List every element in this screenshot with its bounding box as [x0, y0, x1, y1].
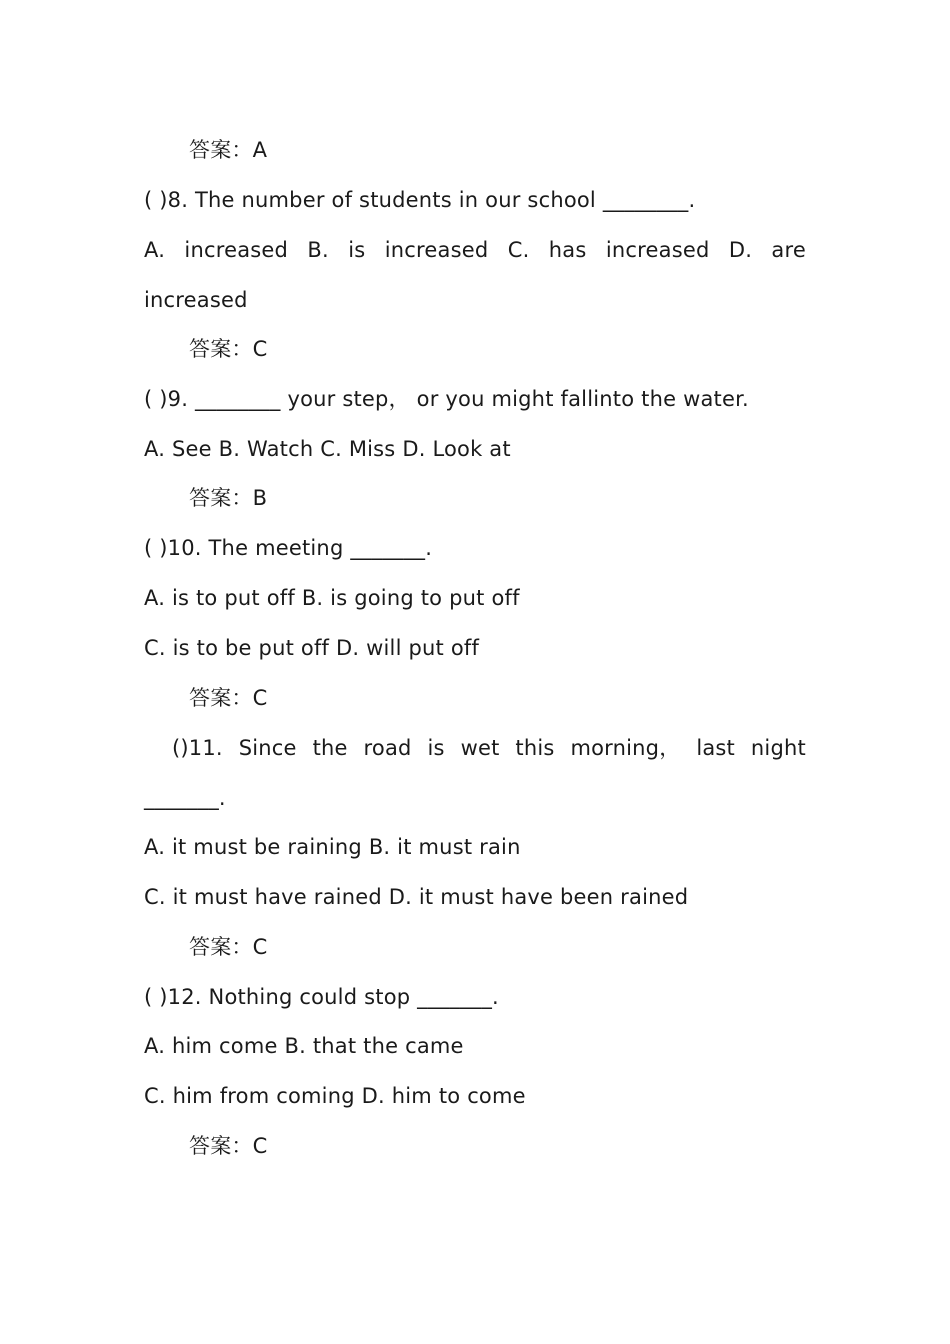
question-11: [172, 733, 806, 763]
question-9: ( )9. ________ your step， or you might fallinto the water.: [144, 387, 749, 411]
question-word: Since: [238, 736, 297, 760]
question-10-options-ab: A. is to put off B. is going to put off: [144, 586, 520, 610]
question-word: is: [427, 736, 445, 760]
option-word: are: [771, 238, 806, 262]
question-word: night: [750, 736, 806, 760]
question-10-options-cd: C. is to be put off D. will put off: [144, 636, 480, 660]
option-word: A.: [144, 238, 166, 262]
option-word: has: [548, 238, 587, 262]
question-word: morning，: [570, 736, 681, 760]
option-word: increased: [605, 238, 710, 262]
question-word: wet: [460, 736, 500, 760]
option-word: increased: [384, 238, 489, 262]
question-word: last: [696, 736, 735, 760]
option-word: D.: [728, 238, 753, 262]
question-11-options-ab: A. it must be raining B. it must rain: [144, 835, 521, 859]
option-word: increased: [184, 238, 289, 262]
answer-line: 答案：C: [189, 686, 268, 710]
option-word: C.: [507, 238, 530, 262]
answer-line: 答案：C: [189, 935, 268, 959]
answer-line: 答案：A: [189, 138, 268, 162]
question-8: ( )8. The number of students in our school ________.: [144, 188, 696, 212]
question-9-options: A. See B. Watch C. Miss D. Look at: [144, 437, 511, 461]
option-word: is: [348, 238, 366, 262]
question-word: the: [312, 736, 348, 760]
question-12: ( )12. Nothing could stop _______.: [144, 985, 499, 1009]
question-10: ( )10. The meeting _______.: [144, 536, 433, 560]
question-word: ()11.: [172, 736, 223, 760]
question-word: this: [515, 736, 555, 760]
question-12-options-cd: C. him from coming D. him to come: [144, 1084, 526, 1108]
question-11-continued: _______.: [144, 786, 226, 810]
question-8-options-continued: increased: [144, 288, 248, 312]
question-11-options-cd: C. it must have rained D. it must have been rained: [144, 885, 689, 909]
question-12-options-ab: A. him come B. that the came: [144, 1034, 464, 1058]
answer-line: 答案：B: [189, 486, 268, 510]
answer-line: 答案：C: [189, 1134, 268, 1158]
question-word: road: [363, 736, 412, 760]
answer-line: 答案：C: [189, 337, 268, 361]
question-8-options: [144, 235, 806, 265]
option-word: B.: [307, 238, 329, 262]
